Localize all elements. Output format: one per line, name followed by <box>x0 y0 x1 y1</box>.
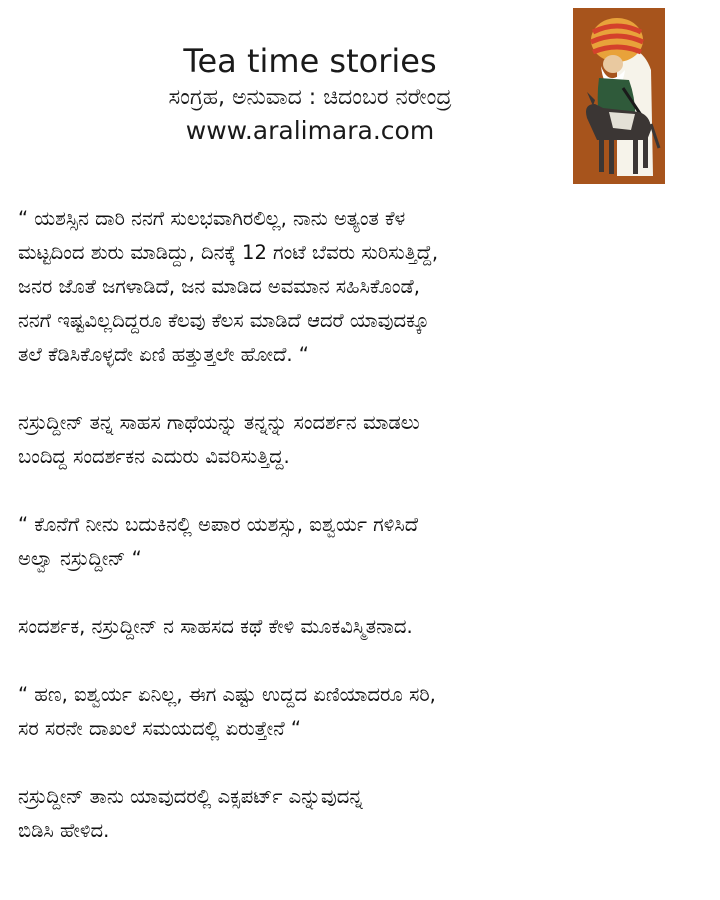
text-line: ನಸ್ರುದ್ದೀನ್ ತನ್ನ ಸಾಹಸ ಗಾಥೆಯನ್ನು ತನ್ನನ್ನು ಸಂದರ್ಶನ ಮಾಡಲು <box>18 411 420 434</box>
text-line: “ ಹಣ, ಐಶ್ವರ್ಯ ಏನಿಲ್ಲ, ಈಗ ಎಷ್ಟು ಉದ್ದದ ಏಣಿಯಾದರೂ ಸರಿ, <box>18 683 436 706</box>
text-line: ಸಂದರ್ಶಕ, ನಸ್ರುದ್ದೀನ್ ನ ಸಾಹಸದ ಕಥೆ ಕೇಳಿ ಮೂಕವಿಸ್ಮಿತನಾದ. <box>18 615 413 638</box>
text-line: ಜನರ ಜೊತೆ ಜಗಳಾಡಿದೆ, ಜನ ಮಾಡಿದ ಅವಮಾನ ಸಹಿಸಿಕೊಂಡೆ, <box>18 275 420 298</box>
text-line: ಅಲ್ವಾ ನಸ್ರುದ್ದೀನ್ “ <box>18 547 142 570</box>
narration-paragraph-3 <box>18 780 708 848</box>
text-line: ಬಂದಿದ್ದ ಸಂದರ್ಶಕನ ಎದುರು ವಿವರಿಸುತ್ತಿದ್ದ. <box>18 445 290 468</box>
nasruddin-on-donkey-illustration <box>573 8 665 184</box>
text-line: ಮಟ್ಟದಿಂದ ಶುರು ಮಾಡಿದ್ದು, ದಿನಕ್ಕೆ 12 ಗಂಟೆ ಬೆವರು ಸುರಿಸುತ್ತಿದ್ದೆ, <box>18 241 439 264</box>
quote-paragraph-2 <box>18 508 708 576</box>
paragraph-gap <box>18 576 708 610</box>
paragraph-gap <box>18 372 708 406</box>
quote-paragraph-3 <box>18 678 708 746</box>
narration-paragraph-1 <box>18 406 708 474</box>
story-content <box>18 202 708 848</box>
page-title: Tea time stories <box>183 42 437 80</box>
website-url: www.aralimara.com <box>185 116 435 145</box>
quote-paragraph-1 <box>18 202 708 372</box>
illustration-svg <box>573 8 665 184</box>
paragraph-gap <box>18 474 708 508</box>
text-line: ನಸ್ರುದ್ದೀನ್ ತಾನು ಯಾವುದರಲ್ಲಿ ಎಕ್ಸಪರ್ಟ್ ಎನ್ನುವುದನ್ನ <box>18 785 363 808</box>
text-line: ನನಗೆ ಇಷ್ಟವಿಲ್ಲದಿದ್ದರೂ ಕೆಲವು ಕೆಲಸ ಮಾಡಿದೆ ಆದರೆ ಯಾವುದಕ್ಕೂ <box>18 309 430 332</box>
text-line: “ ಯಶಸ್ಸಿನ ದಾರಿ ನನಗೆ ಸುಲಭವಾಗಿರಲಿಲ್ಲ, ನಾನು ಅತ್ಯಂತ ಕೆಳ <box>18 207 406 230</box>
paragraph-gap <box>18 644 708 678</box>
page-subtitle: ಸಂಗ್ರಹ, ಅನುವಾದ : ಚಿದಂಬರ ನರೇಂದ್ರ <box>168 85 452 110</box>
text-line: ತಲೆ ಕೆಡಿಸಿಕೊಳ್ಳದೇ ಏಣಿ ಹತ್ತುತ್ತಲೇ ಹೋದೆ. “ <box>18 343 309 366</box>
paragraph-gap <box>18 746 708 780</box>
text-line: “ ಕೊನೆಗೆ ನೀನು ಬದುಕಿನಲ್ಲಿ ಅಪಾರ ಯಶಸ್ಸು, ಐಶ್ವರ್ಯ ಗಳಿಸಿದೆ <box>18 513 419 536</box>
narration-paragraph-2 <box>18 610 708 644</box>
text-line: ಬಿಡಿಸಿ ಹೇಳಿದ. <box>18 819 110 842</box>
text-line: ಸರ ಸರನೇ ದಾಖಲೆ ಸಮಯದಲ್ಲಿ ಏರುತ್ತೇನೆ “ <box>18 717 301 740</box>
page-header <box>110 40 510 148</box>
